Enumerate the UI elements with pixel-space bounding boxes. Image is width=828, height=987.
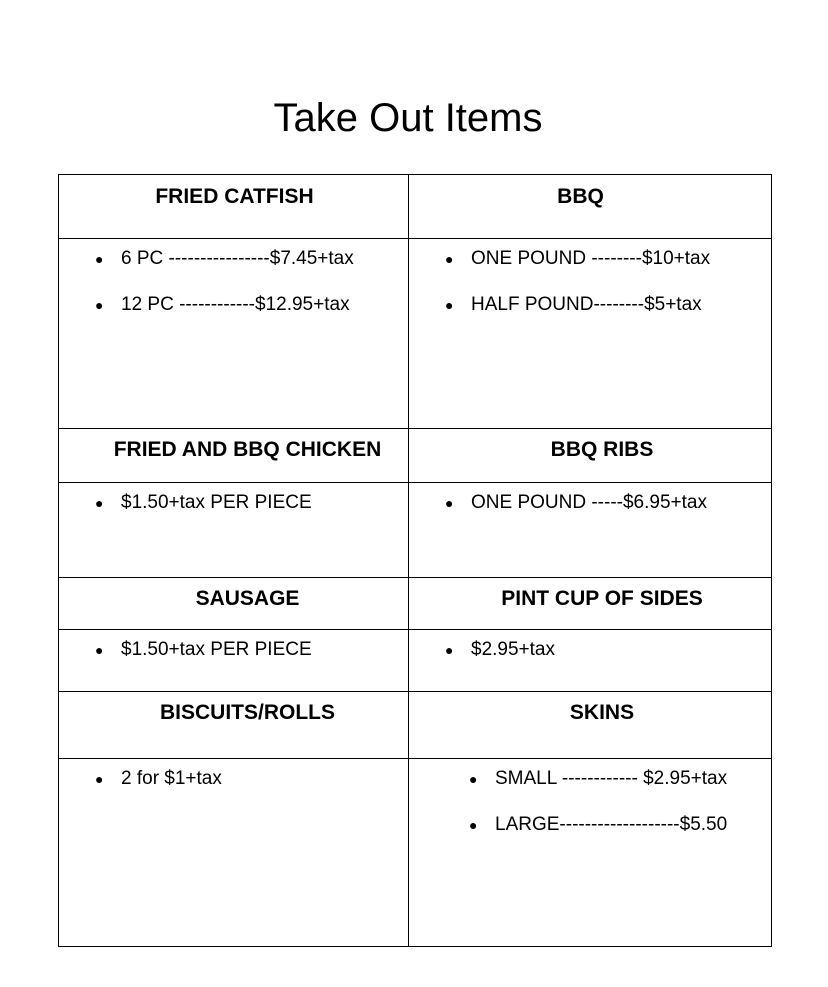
heading-text: BBQ RIBS	[550, 438, 654, 461]
heading-text: FRIED AND BBQ CHICKEN	[113, 438, 382, 461]
section-items-skins	[409, 759, 772, 947]
section-heading-bbq-ribs	[409, 429, 772, 483]
page-title: Take Out Items	[273, 96, 543, 140]
heading-text: FRIED CATFISH	[155, 185, 314, 208]
bullet-icon: ●	[445, 642, 454, 658]
list-item: ● SMALL ------------ $2.95+tax	[469, 768, 728, 789]
list-item: ● 12 PC ------------$12.95+tax	[95, 294, 350, 315]
bullet-icon: ●	[445, 495, 454, 511]
bullet-icon: ●	[95, 642, 104, 658]
list-item: ● ONE POUND --------$10+tax	[445, 248, 711, 269]
list-item: ● HALF POUND--------$5+tax	[445, 294, 702, 315]
section-items-pint-cup-sides	[409, 630, 772, 692]
bullet-icon: ●	[95, 297, 104, 313]
bullet-icon: ●	[445, 251, 454, 267]
header-row	[59, 175, 772, 239]
items-row	[59, 630, 772, 692]
section-heading-fried-catfish	[59, 175, 409, 239]
list-item: ● 2 for $1+tax	[95, 768, 222, 789]
heading-text: BISCUITS/ROLLS	[159, 701, 335, 724]
menu-table	[58, 174, 772, 947]
heading-text: SKINS	[569, 701, 635, 724]
section-items-fried-catfish	[59, 239, 409, 429]
list-item: ● LARGE-------------------$5.50	[469, 814, 728, 835]
items-row	[59, 239, 772, 429]
section-items-sausage	[59, 630, 409, 692]
section-heading-pint-cup-sides	[409, 578, 772, 630]
heading-text: BBQ	[557, 185, 604, 208]
section-items-biscuits-rolls	[59, 759, 409, 947]
section-heading-sausage	[59, 578, 409, 630]
section-heading-skins	[409, 692, 772, 759]
header-row	[59, 692, 772, 759]
bullet-icon: ●	[95, 251, 104, 267]
bullet-icon: ●	[95, 495, 104, 511]
bullet-icon: ●	[95, 771, 104, 787]
section-items-fried-bbq-chicken	[59, 483, 409, 578]
list-item: ● ONE POUND -----$6.95+tax	[445, 492, 707, 513]
section-heading-fried-bbq-chicken	[59, 429, 409, 483]
items-row	[59, 483, 772, 578]
header-row	[59, 578, 772, 630]
section-heading-bbq	[409, 175, 772, 239]
section-items-bbq-ribs	[409, 483, 772, 578]
bullet-icon: ●	[469, 817, 478, 833]
header-row	[59, 429, 772, 483]
list-item: ● $2.95+tax	[445, 639, 555, 660]
heading-text: PINT CUP OF SIDES	[501, 587, 703, 610]
list-item: ● 6 PC ----------------$7.45+tax	[95, 248, 354, 269]
bullet-icon: ●	[469, 771, 478, 787]
items-row	[59, 759, 772, 947]
list-item: ● $1.50+tax PER PIECE	[95, 639, 312, 660]
bullet-icon: ●	[445, 297, 454, 313]
section-heading-biscuits-rolls	[59, 692, 409, 759]
section-items-bbq	[409, 239, 772, 429]
list-item: ● $1.50+tax PER PIECE	[95, 492, 312, 513]
heading-text: SAUSAGE	[195, 587, 300, 610]
